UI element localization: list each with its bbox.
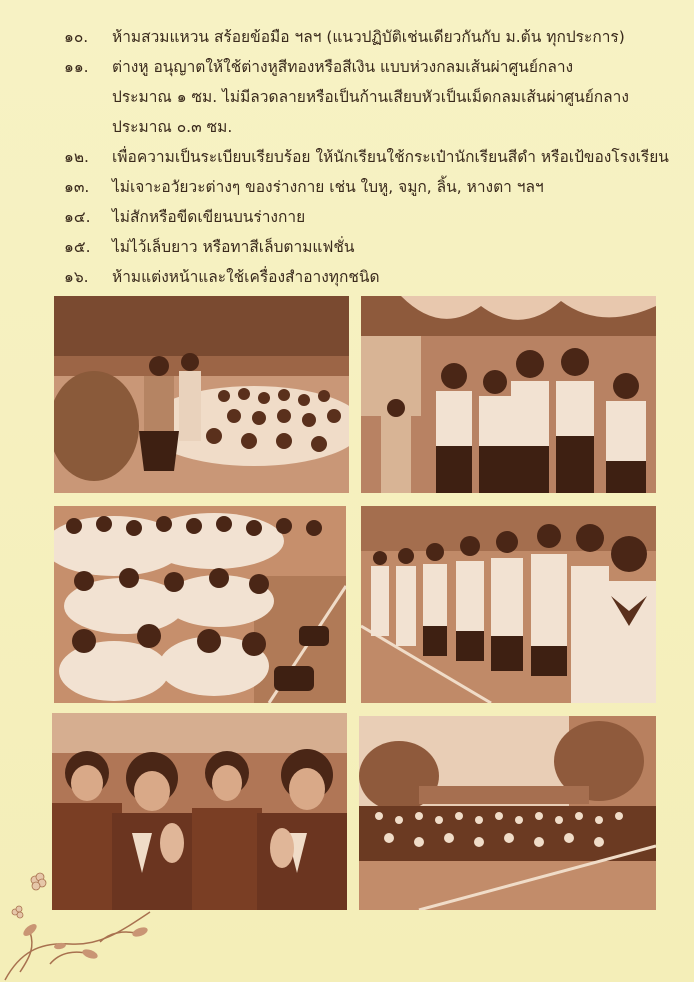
rule-item-16 xyxy=(64,262,674,292)
photo-seated-students-rows xyxy=(54,506,346,703)
rule-number: ๑๒. xyxy=(64,148,89,166)
rule-continuation: ประมาณ ๑ ซม. ไม่มีลวดลายหรือเป็นก้านเสียบหัวเป็นเม็ดกลมเส้นผ่าศูนย์กลาง xyxy=(112,88,629,106)
rule-item-14 xyxy=(64,202,674,232)
rule-item-15 xyxy=(64,232,674,262)
rule-number: ๑๓. xyxy=(64,178,90,196)
rule-item-12 xyxy=(64,142,674,172)
rule-number: ๑๔. xyxy=(64,208,91,226)
rule-item-10 xyxy=(64,22,674,52)
rule-text: ไม่ไว้เล็บยาว หรือทาสีเล็บตามแฟชั่น xyxy=(112,238,355,256)
rule-continuation: ประมาณ ๐.๓ ซม. xyxy=(112,118,233,136)
rule-number: ๑๐. xyxy=(64,28,89,46)
rules-list xyxy=(64,22,674,292)
rule-number: ๑๖. xyxy=(64,268,89,286)
rule-text: ไม่เจาะอวัยวะต่างๆ ของร่างกาย เช่น ใบหู, จมูก, ลิ้น, หางตา ฯลฯ xyxy=(112,178,544,196)
rule-text: ต่างหู อนุญาตให้ใช้ต่างหูสีทองหรือสีเงิน แบบห่วงกลมเส้นผ่าศูนย์กลาง xyxy=(112,58,574,76)
photo-wide-assembly xyxy=(359,716,656,910)
rule-text: เพื่อความเป็นระเบียบเรียบร้อย ให้นักเรียนใช้กระเป๋านักเรียนสีดำ หรือเป้ของโรงเรียน xyxy=(112,148,669,166)
photo-teacher-addressing-students xyxy=(54,296,349,493)
photo-students-standing-line xyxy=(361,506,656,703)
rule-text: ห้ามแต่งหน้าและใช้เครื่องสำอางทุกชนิด xyxy=(112,268,380,286)
rule-item-11 xyxy=(64,52,674,82)
floral-ornament-icon xyxy=(0,872,170,982)
rule-text: ห้ามสวมแหวน สร้อยข้อมือ ฯลฯ (แนวปฏิบัติเช่นเดียวกันกับ ม.ต้น ทุกประการ) xyxy=(112,28,625,46)
rule-number: ๑๕. xyxy=(64,238,91,256)
photo-students-with-microphone xyxy=(361,296,656,493)
rule-item-13 xyxy=(64,172,674,202)
rule-text: ไม่สักหรือขีดเขียนบนร่างกาย xyxy=(112,208,306,226)
rule-number: ๑๑. xyxy=(64,58,89,76)
